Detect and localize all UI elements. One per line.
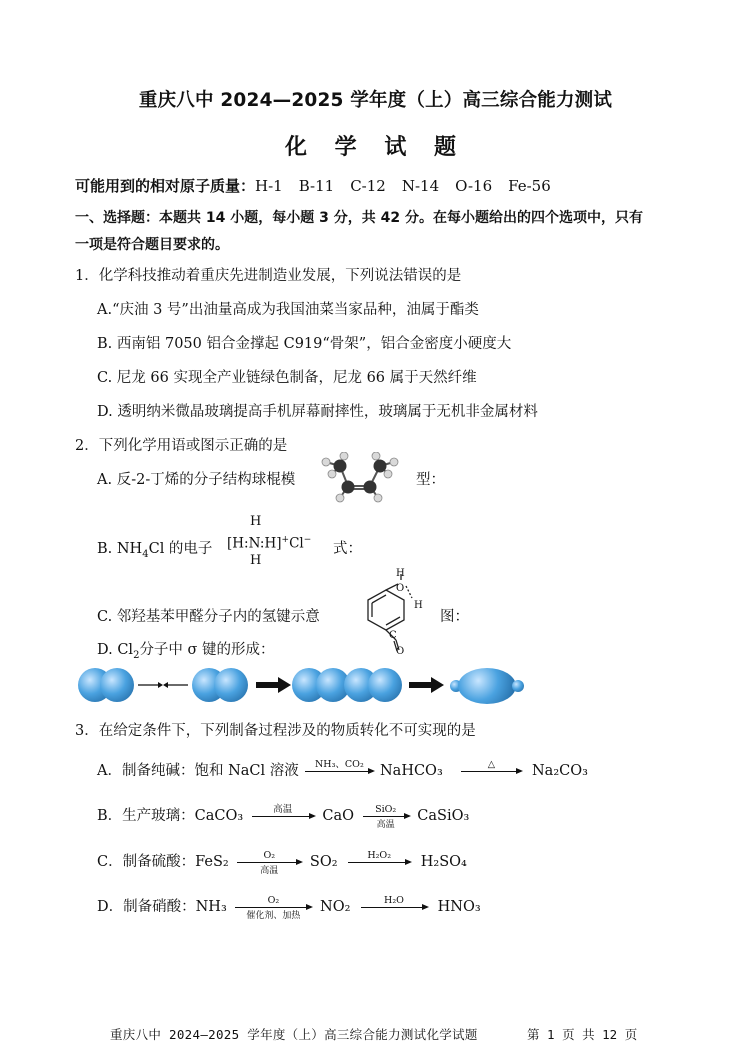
q2-option-a-suffix: 型： [416,472,445,488]
exam-title: 重庆八中 2024—2025 学年度（上）高三综合能力测试 [138,90,613,111]
electron-formula-top-h: H [250,514,262,529]
reaction-product: NO₂ [320,899,351,915]
arrow-condition: 催化剂、加热 [246,911,301,922]
reaction-arrow-icon [348,850,410,871]
reaction-arrow-icon [305,759,373,780]
reaction-start: D．制备硝酸：NH₃ [97,899,227,915]
q3-option-c [97,850,467,877]
charge: − [303,535,312,545]
atomic-masses-label: 可能用到的相对原子质量： [75,177,256,195]
q1-option-a: A.“庆油 3 号”出油量高成为我国油菜当家品种，油属于酯类 [97,302,479,318]
mass-item: Fe-56 [508,177,551,195]
mass-item: N-14 [401,177,440,195]
atomic-masses [75,175,551,196]
structure-label-o: O [396,583,405,594]
section-instructions-line1: 一、选择题：本题共 14 小题，每小题 3 分，共 42 分。在每小题给出的四个选项中，只有 [75,210,643,226]
mass-item: B-11 [298,177,335,195]
q1-stem: 1．化学科技推动着重庆先进制造业发展，下列说法错误的是 [75,268,462,284]
thick-arrow-icon [256,677,292,693]
sigma-orbital-icon [458,668,516,704]
electron-formula [227,535,311,552]
structure-label-h: H [396,568,405,579]
structure-label-c: C [389,630,397,641]
reaction-product: HNO₃ [437,899,481,915]
reaction-product: Na₂CO₃ [531,763,588,779]
reaction-arrow-icon [461,759,521,780]
q2-option-b-suffix: 式： [333,541,362,557]
section-instructions-line2: 一项是符合题目要求的。 [75,237,229,253]
page-footer-title: 重庆八中 2024—2025 学年度（上）高三综合能力测试化学试题 [110,1027,478,1042]
ball-stick-model-icon [318,452,406,504]
arrow-condition: SiO₂ [375,804,397,816]
arrow-condition: O₂ [263,850,276,862]
formula-text: 分子中 σ 键的形成： [139,642,275,658]
reaction-product: CaSiO₃ [417,808,470,824]
ammonium-bracket: [H:N:H] [227,535,282,552]
q1-option-d: D. 透明纳米微晶玻璃提高手机屏幕耐摔性，玻璃属于无机非金属材料 [97,404,538,420]
orbital-lobe-icon [512,680,524,692]
q3-option-b [97,804,470,831]
reaction-arrow-icon [252,804,314,825]
formula-subscript: 4 [142,548,149,560]
mass-item: O-16 [455,177,493,195]
arrow-condition: H₂O₂ [367,850,392,862]
reaction-product: SO₂ [309,854,338,870]
q2-option-c-suffix: 图： [440,609,469,625]
structure-label-h: H [414,600,423,611]
reaction-product: H₂SO₄ [420,854,467,870]
reaction-product: CaO [322,808,355,824]
q1-option-b: B. 西南铝 7050 铝合金撑起 C919“骨架”，铝合金密度小硬度大 [97,336,512,352]
formula-text: D. Cl [97,642,134,658]
page-number: 第 1 页 共 12 页 [527,1027,638,1042]
reaction-start: B．生产玻璃：CaCO₃ [97,808,244,824]
formula-subscript: 2 [133,649,140,661]
q3-option-d [97,895,481,922]
q2-option-b-text [97,537,212,560]
reaction-arrow-icon [363,804,409,831]
q2-option-d-text [97,638,275,661]
reaction-start: A．制备纯碱：饱和 NaCl 溶液 [97,763,299,779]
approach-arrows-icon [136,679,192,691]
arrow-condition: △ [487,759,496,771]
thick-arrow-icon [409,677,445,693]
exam-subtitle: 化 学 试 题 [285,135,466,160]
reaction-arrow-icon [237,850,301,877]
q3-stem: 3．在给定条件下，下列制备过程涉及的物质转化不可实现的是 [75,723,476,739]
orbital-icon [214,668,248,702]
reaction-product: NaHCO₃ [379,763,443,779]
q2-option-a-text: A. 反-2-丁烯的分子结构球棍模 [97,472,296,488]
arrow-condition: H₂O [384,895,404,907]
electron-formula-bottom-h: H [250,553,262,568]
q1-option-c: C. 尼龙 66 实现全产业链绿色制备，尼龙 66 属于天然纤维 [97,370,477,386]
reaction-arrow-icon [235,895,311,922]
arrow-condition: 高温 [273,804,293,816]
q2-option-c-text: C. 邻羟基苯甲醛分子内的氢键示意 [97,609,320,625]
reaction-arrow-icon [361,895,427,916]
arrow-condition: 高温 [376,820,395,831]
arrow-condition: 高温 [260,866,279,877]
orbital-icon [100,668,134,702]
formula-text: B. NH [97,541,143,557]
mass-item: H-1 [255,177,283,195]
formula-text: Cl 的电子 [148,541,213,557]
arrow-condition: O₂ [267,895,280,907]
q3-option-a [97,759,588,780]
charge: + [281,535,290,545]
reaction-start: C．制备硫酸：FeS₂ [97,854,229,870]
q2-stem: 2．下列化学用语或图示正确的是 [75,438,288,454]
chloride: Cl [289,535,304,552]
orbital-icon [368,668,402,702]
hydrogen-bond-structure-icon [346,566,426,658]
arrow-condition: NH₃、CO₂ [314,759,364,771]
structure-label-o: O [396,646,405,657]
mass-item: C-12 [350,177,386,195]
